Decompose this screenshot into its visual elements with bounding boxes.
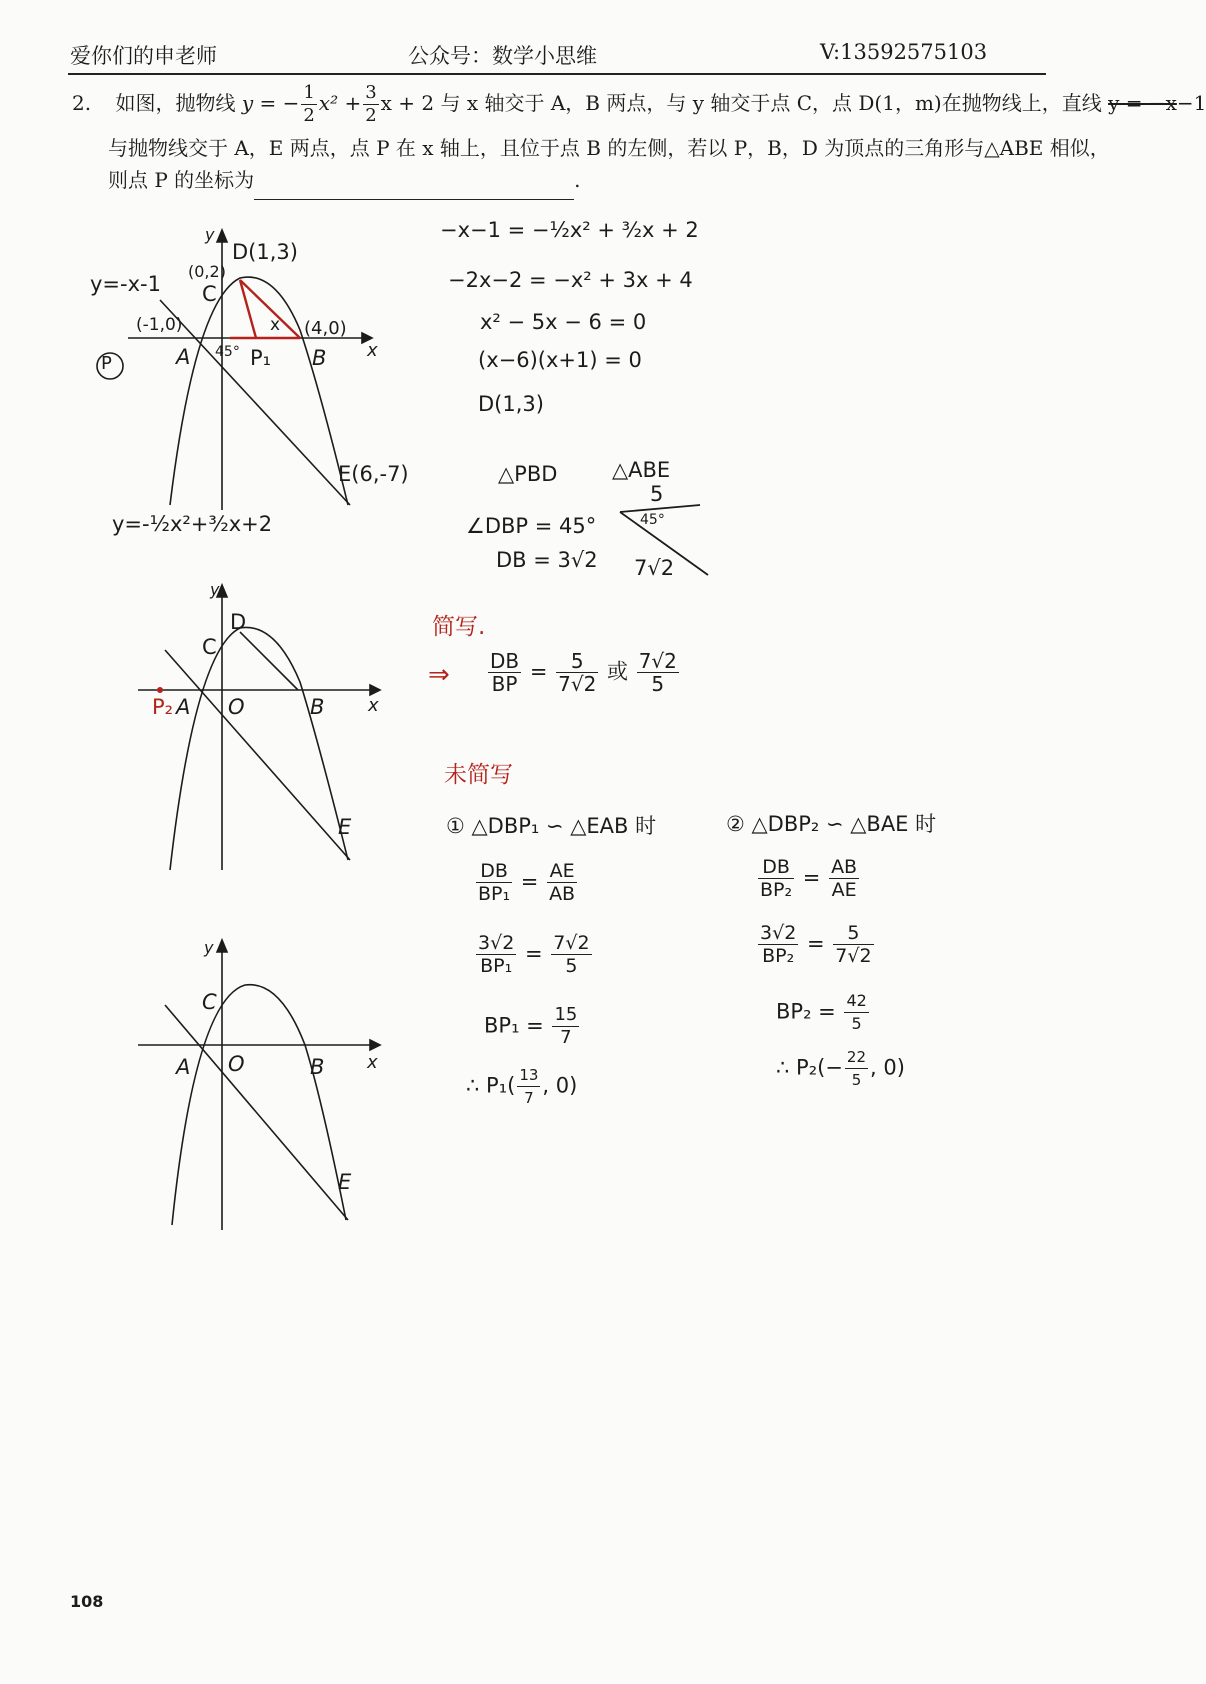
fig1-label-m10: (-1,0): [136, 315, 183, 335]
fig1-label-b: B: [312, 346, 327, 370]
fig3-label-b: B: [310, 1055, 325, 1079]
fig1-label-y: y: [205, 225, 215, 244]
case2-bp: BP₂ = $\frac{42}{5}$: [776, 991, 867, 1033]
header-author: 爱你们的申老师: [70, 44, 217, 68]
fig1-label-xmark: x: [270, 315, 281, 335]
work-side-5: 5: [650, 482, 664, 506]
fig3-label-x: x: [367, 1052, 378, 1073]
fig2-label-y: y: [210, 580, 220, 599]
fig1-label-45: 45°: [215, 344, 240, 360]
case1-title: ① △DBP₁ ∽ △EAB 时: [446, 814, 657, 838]
fig1-line-label: y=-x-1: [90, 272, 161, 296]
case2-result: ∴ P₂(− $\frac{22}{5}$ , 0): [776, 1048, 905, 1089]
brief-equation: $\frac{DB}{BP}$ = $\frac{5}{7√2}$ 或 $\frac{7√2}{5}$: [490, 649, 677, 696]
fig3-label-c: C: [202, 990, 217, 1014]
work-line-1: −x−1 = −½x² + ³⁄₂x + 2: [440, 218, 699, 242]
fig1-label-a: A: [176, 345, 191, 369]
fig2-label-x: x: [368, 695, 379, 716]
case1-ratio-2: $\frac{3√2}{\text{BP₁}}$ = $\frac{7√2}{5}$: [478, 932, 590, 977]
fig1-label-02: (0,2): [188, 262, 226, 281]
page-number: 108: [70, 1592, 104, 1611]
work-angle: ∠DBP = 45°: [466, 514, 597, 538]
frac-half: $\frac{1}{2}$: [303, 82, 315, 126]
problem-line-2: 与抛物线交于 A，E 两点，点 P 在 x 轴上，且位于点 B 的左侧，若以 P，B，D 为顶点的三角形与△ABE 相似，: [108, 136, 1110, 160]
frac-three-halves: $\frac{3}{2}$: [365, 82, 377, 126]
case2-title: ② △DBP₂ ∽ △BAE 时: [726, 812, 937, 836]
fig2-label-b: B: [310, 695, 325, 719]
brief-title: 简写.: [432, 614, 486, 640]
fig1-label-c: C: [202, 282, 217, 306]
fig2-label-c: C: [202, 635, 217, 659]
fig1-label-x: x: [367, 340, 378, 361]
fig1-parabola-label: y=-½x²+³⁄₂x+2: [112, 512, 273, 536]
work-side-7r2: 7√2: [634, 556, 675, 580]
brief-arrow: ⇒: [428, 660, 450, 690]
problem-line-1: 2. 如图，抛物线 y = − $\frac{1}{2}$ x² + $\frac{3}{2}$ x + 2 与 x 轴交于 A，B 两点，与 y 轴交于点 C，点 D(1，m)在抛物线上，直线 y = −x−1: [72, 82, 1206, 126]
full-title: 未简写: [444, 762, 513, 788]
work-line-5: D(1,3): [478, 392, 544, 416]
fig2-label-p2: P₂: [152, 695, 174, 719]
case1-result: ∴ P₁( $\frac{13}{7}$ , 0): [466, 1066, 578, 1107]
fig2-label-o: O: [228, 695, 245, 719]
fig1-label-d: D(1,3): [232, 240, 298, 264]
work-db: DB = 3√2: [496, 548, 598, 572]
fig3-label-o: O: [228, 1052, 245, 1076]
work-line-4: (x−6)(x+1) = 0: [478, 348, 642, 372]
work-tri-pbd: △PBD: [498, 462, 558, 486]
case1-bp: BP₁ = $\frac{15}{7}$: [484, 1004, 578, 1048]
fig3-label-y: y: [204, 938, 214, 957]
fig2-label-d: D: [230, 610, 247, 634]
fig1-label-40: (4,0): [304, 318, 347, 339]
work-angle-45: 45°: [640, 512, 665, 528]
case2-ratio-1: $\frac{DB}{\text{BP₂}}$ = $\frac{AB}{AE}$: [760, 856, 858, 901]
problem-line-3: 则点 P 的坐标为 .: [108, 160, 581, 200]
work-tri-abe: △ABE: [612, 458, 671, 482]
fig1-circled-letter: P: [101, 353, 112, 374]
fig2-label-e: E: [338, 815, 352, 839]
header-contact: V:13592575103: [820, 40, 988, 64]
struck-text: y = −x: [1108, 91, 1177, 115]
fig1-label-p1: P₁: [250, 346, 272, 370]
fig2-label-a: A: [176, 695, 191, 719]
fig3-label-a: A: [176, 1055, 191, 1079]
problem-number: 2.: [72, 91, 92, 115]
work-line-3: x² − 5x − 6 = 0: [480, 310, 647, 334]
work-line-2: −2x−2 = −x² + 3x + 4: [448, 268, 693, 292]
header-account: 公众号：数学小思维: [408, 44, 597, 68]
fig3-label-e: E: [338, 1170, 352, 1194]
case2-ratio-2: $\frac{3√2}{\text{BP₂}}$ = $\frac{5}{7√2}$: [760, 922, 872, 967]
fig1-label-e: E(6,-7): [338, 462, 409, 486]
case1-ratio-1: $\frac{DB}{\text{BP₁}}$ = $\frac{AE}{AB}$: [478, 860, 576, 905]
